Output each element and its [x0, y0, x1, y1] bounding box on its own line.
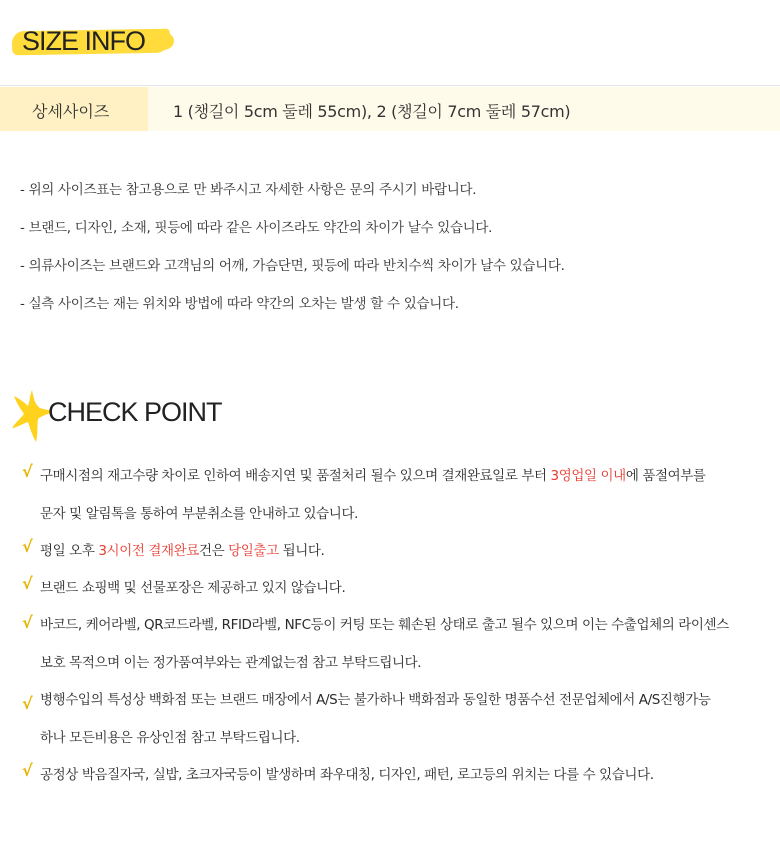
size-table-row: [0, 87, 780, 131]
highlight-text: 3영업일 이내: [550, 468, 626, 484]
check-icon: √: [22, 537, 33, 556]
check-item-text: 평일 오후 3시이전 결재완료건은 당일출고 됩니다.: [40, 543, 325, 559]
check-icon: √: [22, 462, 33, 481]
size-row-value: 1 (챙길이 5cm 둘레 55cm), 2 (챙길이 7cm 둘레 57cm): [173, 102, 571, 121]
divider: [0, 85, 780, 86]
check-item-text-continued: 하나 모든비용은 유상인점 참고 부탁드립니다.: [40, 730, 300, 746]
check-icon: √: [22, 761, 33, 780]
check-item-text-continued: 문자 및 알림톡을 통하여 부분취소를 안내하고 있습니다.: [40, 506, 358, 522]
note-item: - 위의 사이즈표는 참고용으로 만 봐주시고 자세한 사항은 문의 주시기 바랍니다.: [20, 182, 477, 198]
note-item: - 브랜드, 디자인, 소재, 핏등에 따라 같은 사이즈라도 약간의 차이가 날수 있습니다.: [20, 220, 493, 236]
check-item-text: 브랜드 쇼핑백 및 선물포장은 제공하고 있지 않습니다.: [40, 580, 346, 596]
check-item-text: 병행수입의 특성상 백화점 또는 브랜드 매장에서 A/S는 불가하나 백화점과 동일한 명품수선 전문업체에서 A/S진행가능: [40, 692, 711, 708]
check-item-text-continued: 보호 목적으며 이는 정가품여부와는 관계없는점 참고 부탁드립니다.: [40, 655, 422, 671]
check-item-text: 구매시점의 재고수량 차이로 인하여 배송지연 및 품절처리 될수 있으며 결재완료일로 부터 3영업일 이내에 품절여부를: [40, 468, 706, 484]
check-item-text: 바코드, 케어라벨, QR코드라벨, RFID라벨, NFC등이 커팅 또는 훼손된 상태로 출고 될수 있으며 이는 수출업체의 라이센스: [40, 617, 729, 633]
note-item: - 실측 사이즈는 재는 위치와 방법에 따라 약간의 오차는 발생 할 수 있습니다.: [20, 296, 459, 312]
check-point-heading: [10, 388, 270, 448]
check-item-text: 공정상 박음질자국, 실밥, 초크자국등이 발생하며 좌우대칭, 디자인, 패턴, 로고등의 위치는 다를 수 있습니다.: [40, 767, 654, 783]
check-icon: √: [22, 574, 33, 593]
size-info-heading: [12, 22, 182, 62]
highlight-text: 3시이전 결재완료: [98, 543, 199, 559]
note-item: - 의류사이즈는 브랜드와 고객님의 어깨, 가슴단면, 핏등에 따라 반치수씩 차이가 날수 있습니다.: [20, 258, 565, 274]
size-info-title: SIZE INFO: [22, 26, 146, 56]
check-point-title: CHECK POINT: [48, 397, 222, 427]
yellow-brush-tip: [152, 32, 174, 50]
check-icon: √: [22, 694, 33, 713]
size-row-label: 상세사이즈: [32, 102, 110, 121]
check-icon: √: [22, 613, 33, 632]
highlight-text: 당일출고: [228, 543, 279, 559]
